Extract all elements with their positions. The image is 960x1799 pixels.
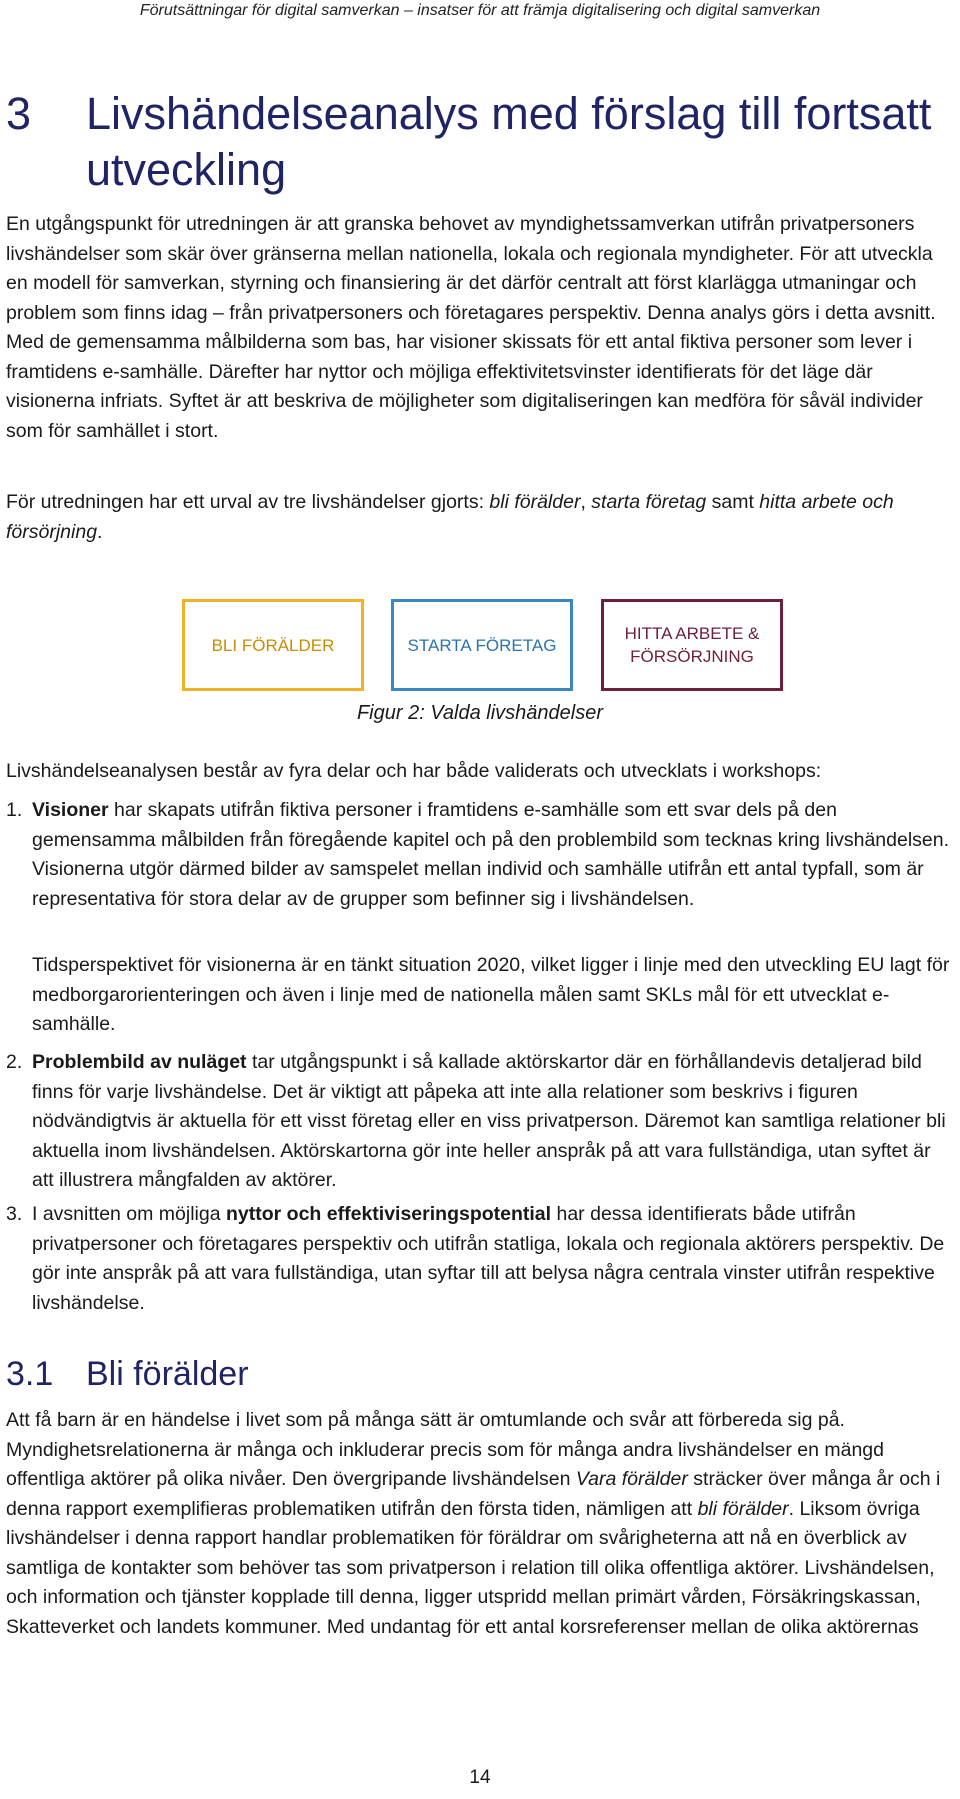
selection-sep-2: samt	[706, 491, 760, 513]
list-item-bold: Visioner	[32, 799, 109, 821]
box-label: BLI FÖRÄLDER	[211, 635, 335, 655]
list-marker: 2.	[6, 1051, 23, 1073]
selection-sep-1: ,	[580, 491, 592, 513]
section-number: 3.1	[6, 1355, 54, 1393]
box-hitta-arbete	[601, 599, 783, 691]
list-marker: 3.	[6, 1203, 23, 1225]
selection-text-1: För utredningen har ett urval av tre livshändelser gjorts:	[6, 491, 490, 513]
section-text-3: . Liksom övriga livshändelser i denna rapport handlar problematiken för föräldrar om svårigheterna att nå en överblick av samtliga de kontakter som behöver tas som privatperson i relation till olika offentliga aktörer. Livshändelsen, och information och tjänster kopplade till denna, ligger utspridd mellan primärt vården, Försäkringskassan, Skatteverket och landets kommuner. Med undantag för ett antal korsreferenser mellan de olika aktörernas	[6, 1497, 935, 1638]
list-item-text: har dessa identifierats både utifrån privatpersoner och företagares perspektiv och utifrån statliga, lokala och regionala aktörers perspektiv. De gör inte anspråk på att vara fullständiga, utan syftar till att belysa några centrala vinster utifrån respektive livshändelse.	[32, 1203, 945, 1314]
life-events-figure	[0, 599, 960, 689]
selection-paragraph	[6, 488, 946, 547]
box-label: STARTA FÖRETAG	[407, 635, 557, 655]
list-item-bold: nyttor och effektiviseringspotential	[226, 1203, 552, 1225]
figure-caption: Figur 2: Valda livshändelser	[356, 702, 604, 724]
box-label: HITTA ARBETE & FÖRSÖRJNING	[624, 624, 760, 666]
section-title: Bli förälder	[86, 1355, 249, 1393]
section-text-1: Att få barn är en händelse i livet som på många sätt är omtumlande och svår att förbereda sig på. Myndighetsrelationerna är många och inkluderar precis som för många andra livshändelser en mängd offentliga aktörer på olika nivåer. Den övergripande livshändelsen	[6, 1409, 884, 1490]
list-item-pre: I avsnitten om möjliga	[32, 1203, 227, 1225]
selection-item-3: hitta arbete och försörjning	[6, 491, 894, 543]
selection-end: .	[97, 520, 103, 543]
box-bli-foralder	[182, 599, 364, 691]
list-item-text: tar utgångspunkt i så kallade aktörskartor där en förhållandevis detaljerad bild finns för varje livshändelse. Det är viktigt att påpeka att inte alla relationer som beskrivs i figuren nödvändigtvis är aktuella för ett visst företag eller en viss privatperson. Däremot kan samtliga relationer bli aktuella inom livshändelsen. Aktörskartorna gör inte heller anspråk på att vara fullständiga, utan syftet är att illustrera mångfalden av aktörer.	[32, 1051, 946, 1191]
selection-item-2: starta företag	[591, 491, 707, 513]
page-number: 14	[469, 1767, 491, 1788]
running-header: Förutsättningar för digital samverkan – insatser för att främja digitalisering och digital samverkan	[139, 2, 821, 19]
section-italic-1: Vara förälder	[575, 1468, 688, 1490]
list-item-text: har skapats utifrån fiktiva personer i framtidens e-samhälle som ett svar dels på den gemensamma målbilden från föregående kapitel och på den problembild som tecknas kring livshändelsen. Visionerna utgör därmed bilder av samspelet mellan individ och samhälle utifrån ett antal typfall, som är representativa för stora delar av de grupper som befinner sig i livshändelsen.	[32, 799, 950, 910]
list-item-extra-text: Tidsperspektivet för visionerna är en tänkt situation 2020, vilket ligger i linje med den utveckling EU lagt för medborgarorienteringen och även i linje med de nationella målen samt SKLs mål för ett utvecklat e-samhälle.	[32, 954, 950, 1035]
list-marker: 1.	[6, 799, 23, 821]
list-item-bold: Problembild av nuläget	[32, 1051, 247, 1073]
section-text-2: sträcker över många år och i denna rapport exemplifieras problematiken utifrån den första tiden, nämligen att	[6, 1468, 941, 1520]
section-paragraph	[6, 1406, 946, 1642]
section-italic-2: bli förälder	[697, 1497, 789, 1520]
analysis-intro: Livshändelseanalysen består av fyra delar och har både validerats och utvecklats i workshops:	[6, 760, 822, 782]
selection-item-1: bli förälder	[489, 491, 581, 513]
chapter-number: 3	[6, 88, 32, 139]
intro-paragraph: En utgångspunkt för utredningen är att granska behovet av myndighetssamverkan utifrån privatpersoners livshändelser som skär över gränserna mellan nationella, lokala och regionala myndigheter. För att utveckla en modell för samverkan, styrning och finansiering är det därför centralt att först klarlägga utmaningar och problem som finns idag – från privatpersoners och företagares perspektiv. Denna analys görs i detta avsnitt. Med de gemensamma målbilderna som bas, har visioner skissats för ett antal fiktiva personer som lever i framtidens e-samhälle. Därefter har nyttor och möjliga effektivitetsvinster identifierats för det läge där visionerna infriats. Syftet är att beskriva de möjligheter som digitaliseringen kan medföra för såväl individer som för samhället i stort.	[6, 213, 936, 442]
box-starta-foretag	[391, 599, 573, 691]
chapter-title: Livshändelseanalys med förslag till fortsatt utveckling	[86, 88, 932, 195]
